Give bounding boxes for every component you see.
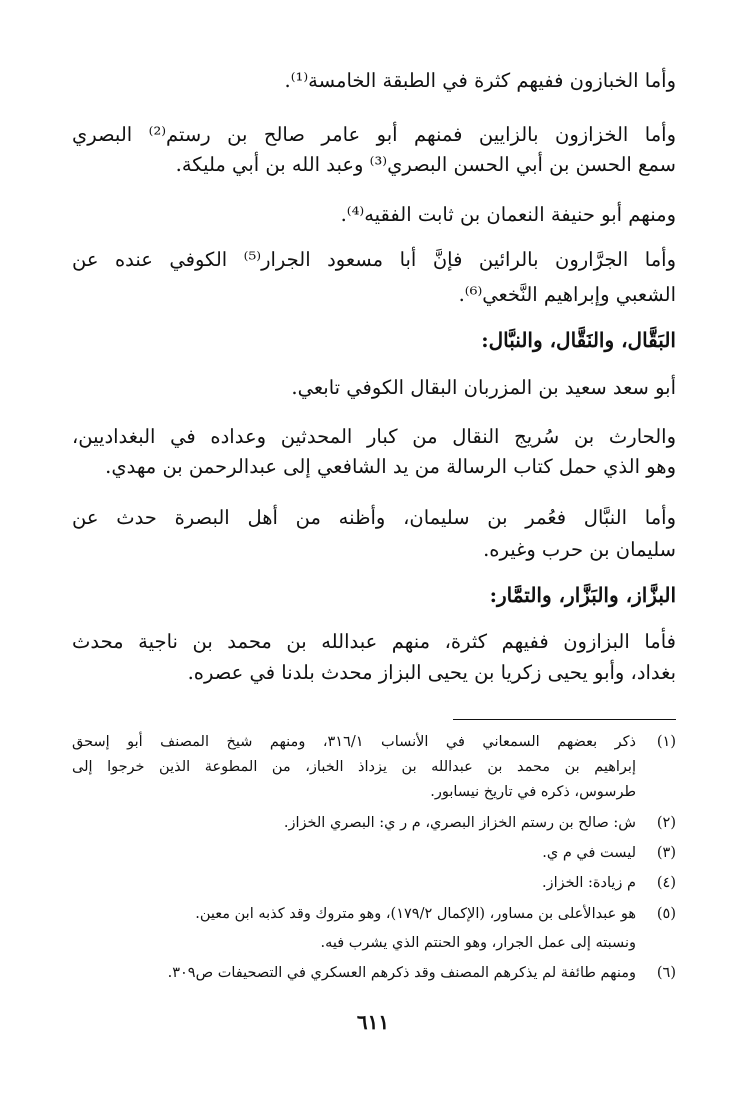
text-line: فأما البزازون ففيهم كثرة، منهم عبدالله بن محمد بن ناجية محدث (72, 630, 676, 653)
text-line: وأما الجرَّارون بالرائين فإنَّ أبا مسعود الجرار⁽⁵⁾ الكوفي عنده عن (72, 248, 676, 271)
text-line: سليمان بن حرب وغيره. (483, 538, 676, 561)
text-line: الشعبي وإبراهيم النَّخعي⁽⁶⁾. (458, 283, 676, 306)
text-line: وأما الخبازون ففيهم كثرة في الطبقة الخامسة⁽¹⁾. (284, 69, 676, 92)
footnote-number: (٣) (656, 845, 676, 861)
footnote-line: إبراهيم بن محمد بن عبدالله بن يزداذ الخباز، من المطوعة الذين خرجوا إلى (72, 759, 636, 775)
text-line: وهو الذي حمل كتاب الرسالة من يد الشافعي إلى عبدالرحمن بن مهدي. (105, 455, 676, 478)
text-line: بغداد، وأبو يحيى زكريا بن يحيى البزاز محدث بلدنا في عصره. (187, 661, 676, 684)
footnote-line: ليست في م ي. (542, 845, 636, 861)
footnote-line: طرسوس، ذكره في تاريخ نيسابور. (430, 784, 636, 800)
text-line: سمع الحسن بن أبي الحسن البصري⁽³⁾ وعبد الله بن أبي مليكة. (175, 153, 676, 176)
footnote-line: ش: صالح بن رستم الخزاز البصري، م ر ي: البصري الخزاز. (283, 815, 636, 831)
footnote-line: ذكر بعضهم السمعاني في الأنساب ٣١٦/١، ومنهم شيخ المصنف أبو إسحق (72, 734, 636, 750)
footnote-line: هو عبدالأعلى بن مساور، (الإكمال ١٧٩/٢)، وهو متروك وقد كذبه ابن معين. (195, 906, 636, 922)
text-line: وأما الخزازون بالزايين فمنهم أبو عامر صالح بن رستم⁽²⁾ البصري (72, 123, 676, 146)
footnote-line: ومنهم طائفة لم يذكرهم المصنف وقد ذكرهم العسكري في التصحيفات ص٣٠٩. (167, 965, 636, 981)
footnote-number: (١) (656, 734, 676, 750)
footnote-number: (٦) (656, 965, 676, 981)
text-line: أبو سعد سعيد بن المزربان البقال الكوفي تابعي. (291, 376, 676, 399)
footnote-separator (453, 719, 676, 720)
footnote-number: (٥) (656, 906, 676, 922)
text-line: والحارث بن سُريج النقال من كبار المحدثين وعداده في البغداديين، (72, 425, 676, 448)
footnote-number: (٢) (656, 815, 676, 831)
footnote-number: (٤) (656, 875, 676, 891)
text-line: ومنهم أبو حنيفة النعمان بن ثابت الفقيه⁽⁴⁾. (340, 203, 676, 226)
text-line: وأما النبَّال فعُمر بن سليمان، وأظنه من أهل البصرة حدث عن (72, 506, 676, 529)
section-heading: البزَّاز، والبَزَّار، والتمَّار: (489, 583, 676, 607)
page-number: ٦١١ (356, 1010, 390, 1034)
footnote-line: ونسبته إلى عمل الجرار، وهو الحنتم الذي يشرب فيه. (320, 935, 636, 951)
section-heading: البَقَّال، والنَقَّال، والنبَّال: (481, 328, 676, 352)
footnote-line: م زيادة: الخزاز. (541, 875, 636, 891)
